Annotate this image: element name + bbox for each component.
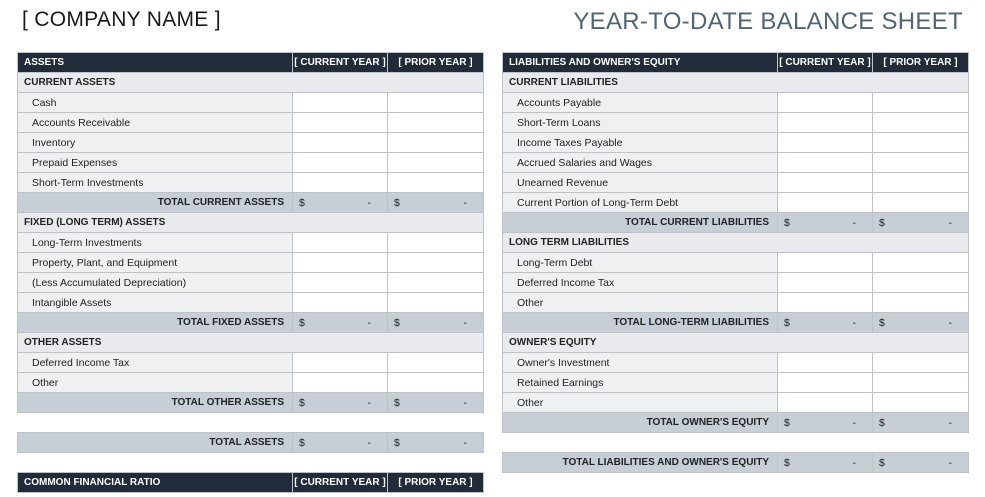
- prior-year-total: $ -: [873, 213, 969, 233]
- total-owners-equity-label: TOTAL OWNER'S EQUITY: [503, 413, 778, 433]
- prior-year-cell[interactable]: [388, 293, 484, 313]
- section-row: [503, 333, 969, 353]
- current-year-cell[interactable]: [293, 173, 388, 193]
- line-item-row: [503, 393, 969, 413]
- line-item-label: Other: [18, 373, 293, 393]
- prior-year-header: [ PRIOR YEAR ]: [873, 53, 969, 73]
- line-item-row: [18, 93, 484, 113]
- current-year-cell[interactable]: [293, 273, 388, 293]
- line-item-row: [503, 113, 969, 133]
- line-item-row: [18, 373, 484, 393]
- prior-year-total: $ -: [388, 313, 484, 333]
- current-year-cell[interactable]: [293, 113, 388, 133]
- current-year-header: [ CURRENT YEAR ]: [293, 473, 388, 493]
- line-item-label: Deferred Income Tax: [503, 273, 778, 293]
- total-assets-table: [17, 432, 484, 453]
- line-item-row: [503, 253, 969, 273]
- line-item-label: Long-Term Investments: [18, 233, 293, 253]
- assets-header-row: [18, 53, 484, 73]
- prior-year-cell[interactable]: [388, 373, 484, 393]
- prior-year-cell[interactable]: [873, 273, 969, 293]
- current-year-cell[interactable]: [293, 133, 388, 153]
- current-year-cell[interactable]: [778, 173, 873, 193]
- total-row: [18, 193, 484, 213]
- current-year-cell[interactable]: [778, 293, 873, 313]
- line-item-row: [503, 353, 969, 373]
- section-row: [18, 213, 484, 233]
- line-item-row: [503, 93, 969, 113]
- section-row: [18, 333, 484, 353]
- current-year-cell[interactable]: [778, 193, 873, 213]
- line-item-label: Inventory: [18, 133, 293, 153]
- prior-year-cell[interactable]: [388, 153, 484, 173]
- line-item-label: Accrued Salaries and Wages: [503, 153, 778, 173]
- line-item-row: [503, 193, 969, 213]
- prior-year-total: $ -: [873, 313, 969, 333]
- total-assets-label: TOTAL ASSETS: [18, 433, 293, 453]
- line-item-label: Short-Term Investments: [18, 173, 293, 193]
- total-current-liabilities-label: TOTAL CURRENT LIABILITIES: [503, 213, 778, 233]
- line-item-label: Prepaid Expenses: [18, 153, 293, 173]
- current-year-header: [ CURRENT YEAR ]: [293, 53, 388, 73]
- prior-year-total: $ -: [873, 453, 969, 473]
- line-item-label: Current Portion of Long-Term Debt: [503, 193, 778, 213]
- ratio-header-row: [18, 473, 484, 493]
- current-year-cell[interactable]: [778, 93, 873, 113]
- prior-year-total: $ -: [388, 193, 484, 213]
- current-year-cell[interactable]: [778, 113, 873, 133]
- fixed-assets-title: FIXED (LONG TERM) ASSETS: [18, 213, 484, 233]
- assets-heading: ASSETS: [18, 53, 293, 73]
- line-item-row: [18, 293, 484, 313]
- current-year-cell[interactable]: [293, 153, 388, 173]
- current-year-cell[interactable]: [778, 133, 873, 153]
- line-item-label: Owner's Investment: [503, 353, 778, 373]
- current-year-header: [ CURRENT YEAR ]: [778, 53, 873, 73]
- prior-year-header: [ PRIOR YEAR ]: [388, 473, 484, 493]
- line-item-row: [503, 373, 969, 393]
- current-year-total: $ -: [778, 313, 873, 333]
- line-item-row: [18, 173, 484, 193]
- long-term-liabilities-title: LONG TERM LIABILITIES: [503, 233, 969, 253]
- total-current-assets-label: TOTAL CURRENT ASSETS: [18, 193, 293, 213]
- prior-year-cell[interactable]: [873, 353, 969, 373]
- current-year-total: $ -: [293, 193, 388, 213]
- prior-year-cell[interactable]: [388, 273, 484, 293]
- current-year-cell[interactable]: [293, 373, 388, 393]
- prior-year-cell[interactable]: [873, 393, 969, 413]
- current-year-cell[interactable]: [293, 293, 388, 313]
- current-assets-title: CURRENT ASSETS: [18, 73, 484, 93]
- prior-year-cell[interactable]: [873, 93, 969, 113]
- line-item-row: [18, 153, 484, 173]
- assets-table: [17, 52, 484, 413]
- prior-year-cell[interactable]: [873, 133, 969, 153]
- current-year-cell[interactable]: [293, 253, 388, 273]
- liabilities-heading: LIABILITIES AND OWNER'S EQUITY: [503, 53, 778, 73]
- current-year-total: $ -: [293, 313, 388, 333]
- prior-year-cell[interactable]: [388, 93, 484, 113]
- ratio-table: [17, 472, 484, 493]
- line-item-label: (Less Accumulated Depreciation): [18, 273, 293, 293]
- line-item-row: [18, 133, 484, 153]
- current-year-total: $ -: [293, 433, 388, 453]
- company-name: [ COMPANY NAME ]: [22, 8, 221, 31]
- prior-year-cell[interactable]: [873, 253, 969, 273]
- line-item-label: Long-Term Debt: [503, 253, 778, 273]
- section-row: [18, 73, 484, 93]
- liabilities-table: [502, 52, 969, 433]
- current-year-cell[interactable]: [778, 393, 873, 413]
- prior-year-cell[interactable]: [388, 233, 484, 253]
- line-item-label: Retained Earnings: [503, 373, 778, 393]
- prior-year-cell[interactable]: [873, 173, 969, 193]
- prior-year-cell[interactable]: [388, 353, 484, 373]
- prior-year-cell[interactable]: [873, 113, 969, 133]
- line-item-label: Intangible Assets: [18, 293, 293, 313]
- grand-total-row: [503, 453, 969, 473]
- total-row: [503, 313, 969, 333]
- ratio-heading: COMMON FINANCIAL RATIO: [18, 473, 293, 493]
- liabilities-header-row: [503, 53, 969, 73]
- sheet-title: YEAR-TO-DATE BALANCE SHEET: [573, 8, 963, 35]
- prior-year-cell[interactable]: [873, 373, 969, 393]
- current-year-cell[interactable]: [778, 273, 873, 293]
- prior-year-total: $ -: [388, 393, 484, 413]
- current-year-cell[interactable]: [778, 353, 873, 373]
- total-liabilities-equity-label: TOTAL LIABILITIES AND OWNER'S EQUITY: [503, 453, 778, 473]
- prior-year-cell[interactable]: [388, 133, 484, 153]
- prior-year-cell[interactable]: [873, 153, 969, 173]
- line-item-label: Other: [503, 293, 778, 313]
- total-long-term-liabilities-label: TOTAL LONG-TERM LIABILITIES: [503, 313, 778, 333]
- section-row: [503, 73, 969, 93]
- current-year-total: $ -: [778, 213, 873, 233]
- current-year-total: $ -: [293, 393, 388, 413]
- prior-year-header: [ PRIOR YEAR ]: [388, 53, 484, 73]
- current-year-cell[interactable]: [778, 153, 873, 173]
- total-row: [18, 313, 484, 333]
- line-item-row: [18, 273, 484, 293]
- line-item-label: Deferred Income Tax: [18, 353, 293, 373]
- line-item-label: Unearned Revenue: [503, 173, 778, 193]
- prior-year-cell[interactable]: [388, 253, 484, 273]
- line-item-label: Property, Plant, and Equipment: [18, 253, 293, 273]
- current-year-cell[interactable]: [293, 233, 388, 253]
- line-item-row: [18, 233, 484, 253]
- line-item-label: Short-Term Loans: [503, 113, 778, 133]
- line-item-row: [503, 293, 969, 313]
- grand-total-row: [18, 433, 484, 453]
- total-other-assets-label: TOTAL OTHER ASSETS: [18, 393, 293, 413]
- other-assets-title: OTHER ASSETS: [18, 333, 484, 353]
- total-row: [18, 393, 484, 413]
- line-item-row: [18, 353, 484, 373]
- current-year-cell[interactable]: [293, 93, 388, 113]
- line-item-row: [503, 273, 969, 293]
- prior-year-cell[interactable]: [388, 113, 484, 133]
- prior-year-cell[interactable]: [388, 173, 484, 193]
- section-row: [503, 233, 969, 253]
- current-year-cell[interactable]: [778, 373, 873, 393]
- total-liabilities-table: [502, 452, 969, 473]
- prior-year-total: $ -: [388, 433, 484, 453]
- line-item-row: [18, 113, 484, 133]
- owners-equity-title: OWNER'S EQUITY: [503, 333, 969, 353]
- line-item-label: Income Taxes Payable: [503, 133, 778, 153]
- current-year-cell[interactable]: [293, 353, 388, 373]
- total-row: [503, 213, 969, 233]
- line-item-row: [503, 133, 969, 153]
- current-year-total: $ -: [778, 453, 873, 473]
- total-fixed-assets-label: TOTAL FIXED ASSETS: [18, 313, 293, 333]
- current-liabilities-title: CURRENT LIABILITIES: [503, 73, 969, 93]
- prior-year-total: $ -: [873, 413, 969, 433]
- line-item-label: Other: [503, 393, 778, 413]
- current-year-cell[interactable]: [778, 253, 873, 273]
- prior-year-cell[interactable]: [873, 193, 969, 213]
- line-item-row: [18, 253, 484, 273]
- current-year-total: $ -: [778, 413, 873, 433]
- line-item-label: Accounts Receivable: [18, 113, 293, 133]
- line-item-label: Cash: [18, 93, 293, 113]
- line-item-label: Accounts Payable: [503, 93, 778, 113]
- prior-year-cell[interactable]: [873, 293, 969, 313]
- total-row: [503, 413, 969, 433]
- line-item-row: [503, 173, 969, 193]
- line-item-row: [503, 153, 969, 173]
